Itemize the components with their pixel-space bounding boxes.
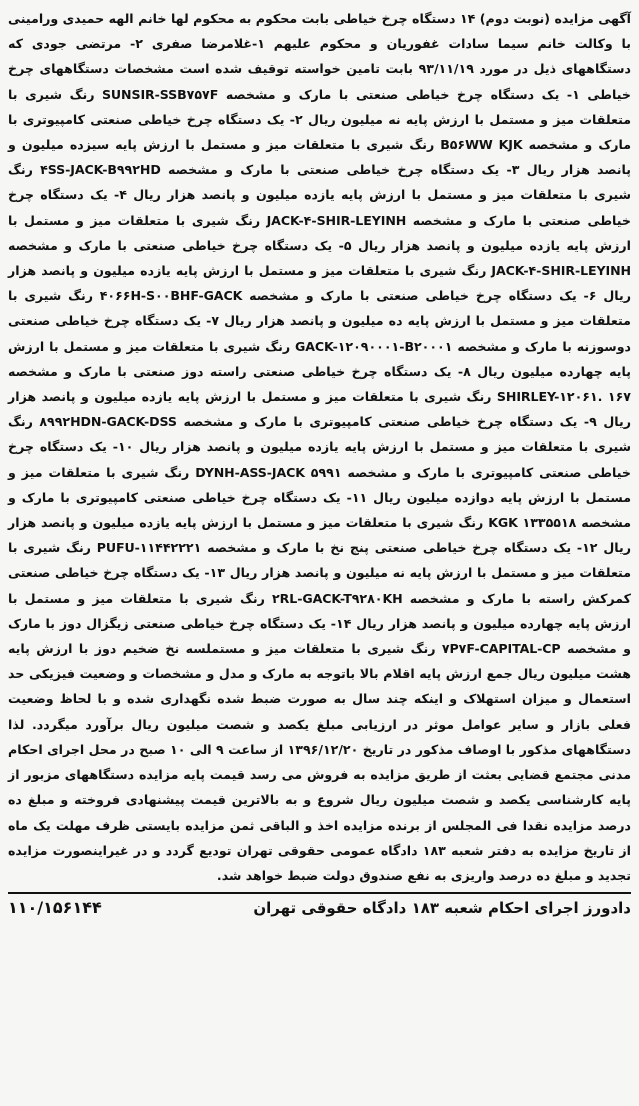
- notice-signature: دادورز اجرای احکام شعبه ۱۸۳ دادگاه حقوقی تهران: [253, 898, 631, 917]
- notice-body-text: آگهی مزایده (نوبت دوم) ۱۴ دستگاه چرخ خیاطی بابت محکوم به محکوم لها خانم الهه حمیدی ورامینی با وکالت خانم سیما سادات غفوریان و محکوم علیهم ۱-غلامرضا صفری ۲- مرتضی جودی که دستگاههای ذیل در مورد ۹۳/۱۱/۱۹ بابت تامین خواسته توقیف شده است مشخصات دستگاههای چرخ خیاطی ۱- یک دستگاه چرخ خیاطی صنعتی با مارک و مشخصه SUNSIR-SSB۷۵۷F رنگ شیری با متعلقات میز و مستمل با ارزش پایه نه میلیون ریال ۲- یک دستگاه چرخ خیاطی صنعتی کامپیوتری با مارک و مشخصه B۵۶WW KJK رنگ شیری با متعلقات میز و مستمل با ارزش پایه سیزده میلیون و پانصد هزار ریال ۳- یک دستگاه چرخ خیاطی صنعتی با مارک و مشخصه ۴SS-JACK-B۹۹۲HD رنگ شیری با متعلقات میز و مستمل با ارزش پایه یازده میلیون و پانصد هزار ریال ۴- یک دستگاه چرخ خیاطی صنعتی با مارک و مشخصه JACK-۴-SHIR-LEYINH رنگ شیری با متعلقات میز و مستمل با ارزش پایه یازده میلیون و پانصد هزار ریال ۵- یک دستگاه چرخ خیاطی صنعتی با مارک و مشخصه JACK-۴-SHIR-LEYINH رنگ شیری با متعلقات میز و مستمل با ارزش پایه یازده میلیون و پانصد هزار ریال ۶- یک دستگاه چرخ خیاطی صنعتی با مارک و مشخصه ۴۰۶۶H-S۰۰BHF-GACK رنگ شیری با متعلقات میز و مستمل با ارزش پایه ده میلیون و پانصد هزار ریال ۷- یک دستگاه چرخ خیاطی صنعتی دوسوزنه با مارک و مشخصه GACK-۱۲۰۹۰۰۰۱-B۲۰۰۰۱ رنگ شیری با متعلقات میز و مستمل با ارزش پایه چهارده میلیون ریال ۸- یک دستگاه چرخ خیاطی صنعتی راسته دوز صنعتی با مارک و مشخصه SHIRLEY-۱۲۰۶۱. ۱۶۷ رنگ شیری با متعلقات میز و مستمل با ارزش پایه یازده میلیون و پانصد هزار ریال ۹- یک دستگاه چرخ خیاطی صنعتی کامپیوتری با مارک و مشخصه ۸۹۹۲HDN-GACK-DSS رنگ شیری با متعلقات میز و مستمل با ارزش پایه یازده میلیون و پانصد هزار ریال ۱۰- یک دستگاه چرخ خیاطی صنعتی کامپیوتری با مارک و مشخصه DYNH-ASS-JACK ۵۹۹۱ رنگ شیری با متعلقات میز و مستمل با ارزش پایه دوازده میلیون ریال ۱۱- یک دستگاه چرخ خیاطی صنعتی کامپیوتری با مارک و مشخصه KGK ۱۳۳۵۵۱۸ رنگ شیری با متعلقات میز و مستمل با ارزش پایه یازده میلیون و پانصد هزار ریال ۱۲- یک دستگاه چرخ خیاطی صنعتی پنج نخ با مارک و مشخصه PUFU-۱۱۴۴۲۲۲۱ رنگ شیری با متعلقات میز و مستمل با ارزش پایه نه میلیون و پانصد هزار ریال ۱۳- یک دستگاه چرخ خیاطی صنعتی کمرکش راسته با مارک و مشخصه ۲RL-GACK-T۹۲۸۰KH رنگ شیری با متعلقات میز و مستمل با ارزش پایه چهارده میلیون و پانصد هزار ریال ۱۴- یک دستگاه چرخ خیاطی صنعتی زیگزال دوز با مارک و مشخصه ۷P۷F-CAPITAL-CP رنگ شیری با متعلقات میز و مستملسه نخ ضخیم دوز با ارزش پایه هشت میلیون ریال جمع ارزش پایه اقلام بالا باتوجه به مارک و مدل و مشخصات و وضعیت فیزیکی حد استعمال و میزان استهلاک و اینکه چند سال به صورت ضبط شده نگهداری شده و با لحاظ وضعیت فعلی بازار و سایر عوامل موثر در ارزیابی مبلغ یکصد و شصت میلیون ریال برآورد میگردد. لذا دستگاههای مذکور با اوصاف مذکور در تاریخ ۱۳۹۶/۱۲/۲۰ از ساعت ۹ الی ۱۰ صبح در محل اجرای احکام مدنی مجتمع قضایی بعثت از طریق مزایده به فروش می رسد قیمت پایه مزایده دستگاههای مزبور از پایه کارشناسی یکصد و شصت میلیون ریال شروع و به بالاترین قیمت پیشنهادی فروخته و مبلغ ده درصد مزایده نقدا فی المجلس از برنده مزایده اخذ و الباقی ثمن مزایده بایستی ظرف مهلت یک ماه از تاریخ مزایده به دفتر شعبه ۱۸۳ دادگاه عمومی حقوقی تهران تودیع گردد و در غیراینصورت مزایده تجدید و مبلغ ده درصد واریزی به نفع صندوق دولت ضبط خواهد شد.: [8, 11, 632, 883]
- notice-number: ۱۱۰/۱۵۶۱۴۴: [8, 898, 102, 918]
- notice-footer: [8, 892, 631, 917]
